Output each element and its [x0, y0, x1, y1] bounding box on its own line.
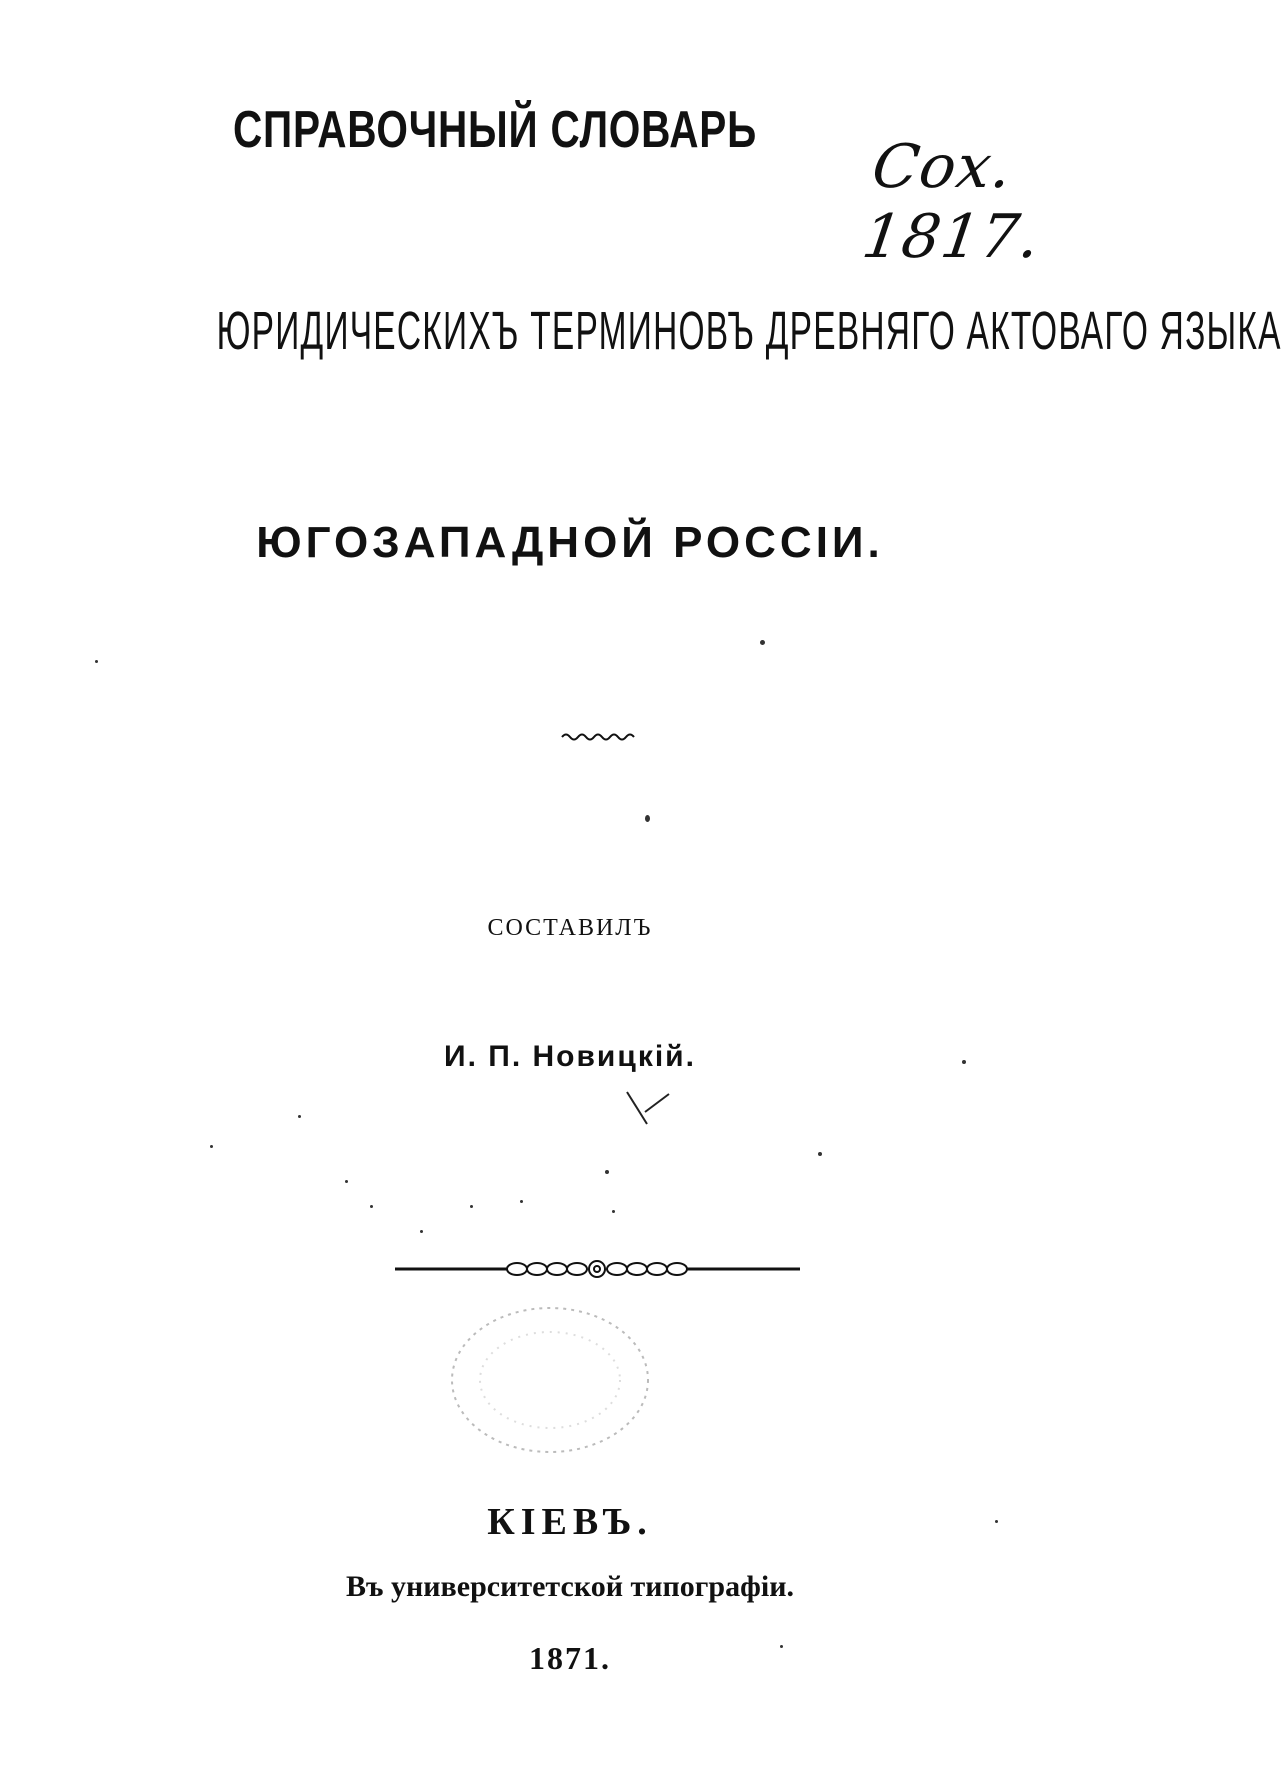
imprint-year: 1871.	[529, 1640, 611, 1676]
author-name: И. П. Новицкій.	[444, 1040, 696, 1073]
handwritten-shelfmark: Сох. 1817.	[858, 132, 1045, 272]
faint-library-stamp	[445, 1300, 655, 1460]
imprint-city: КІЕВЪ.	[487, 1501, 653, 1543]
chain-ornament-rule	[395, 1255, 800, 1283]
imprint-printer: Въ университетской типографіи.	[345, 1570, 794, 1603]
title-line-1: СПРАВОЧНЫЙ СЛОВАРЬ	[232, 101, 758, 159]
title-line-3: ЮГОЗАПАДНОЙ РОССІИ.	[256, 518, 884, 567]
small-wave-ornament	[560, 730, 636, 744]
composed-by-label: СОСТАВИЛЪ	[487, 915, 653, 941]
title-line-2: ЮРИДИЧЕСКИХЪ ТЕРМИНОВЪ ДРЕВНЯГО АКТОВАГО ЯЗЫКА	[216, 301, 1282, 361]
pencil-mark	[625, 1090, 671, 1130]
